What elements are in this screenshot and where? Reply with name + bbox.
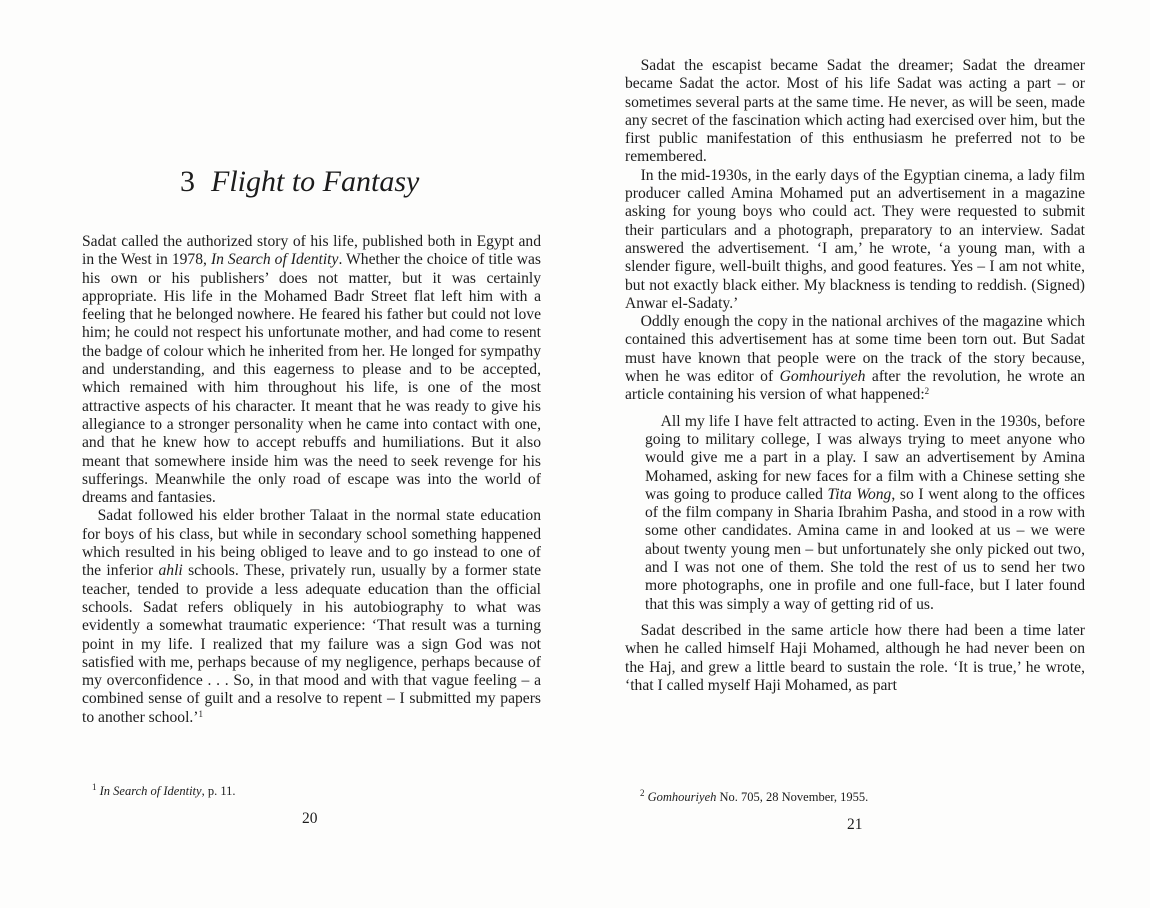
chapter-number: 3 bbox=[180, 165, 195, 198]
footnote-marker-1[interactable]: 1 bbox=[198, 708, 203, 719]
right-paragraph-2: In the mid-1930s, in the early days of the Egyptian cinema, a lady film producer called Amina Mohamed put an advertisement in a magazine asking for young boys who could act. They were requested to submit their particulars and a photograph, preparatory to an interview. Sadat answered the advertisement. ‘I am,’ he wrote, ‘a young man, with a slender figure, well-built thighs, and good features. Yes – I am not white, but not exactly black either. My blackness is tending to reddish. (Signed) Anwar el-Sadaty.’ bbox=[625, 166, 1085, 312]
left-paragraph-1: Sadat called the authorized story of his life, published both in Egypt and in the West in 1978, In Search of Identity. Whether the choice of title was his own or his publishers’ does not matter, but it was certainly appropriate. His life in the Mohamed Badr Street flat left him with a feeling that he belonged nowhere. He feared his father but could not love him; he could not respect his unfortunate mother, and had come to resent the badge of colour which he inherited from her. He longed for sympathy and understanding, and this eagerness to please and to be accepted, which remained with him throughout his life, is one of the most attractive aspects of his character. It meant that he was ready to give his allegiance to a stronger personality when he came into contact with one, and that he knew how to accept rebuffs and humiliations. But it also meant that somewhere inside him was the need to seek revenge for his sufferings. Meanwhile the only road of escape was into the world of dreams and fantasies. bbox=[82, 233, 541, 507]
footnote-marker-2[interactable]: 2 bbox=[924, 386, 930, 397]
right-paragraph-4: Sadat described in the same article how there had been a time later when he called himself Haji Mohamed, although he had never been on the Haj, and grew a little beard to sustain the role. ‘It is true,’ he wrote, ‘that I called myself Haji Mohamed, as part bbox=[625, 621, 1085, 694]
block-quote: All my life I have felt attracted to acting. Even in the 1930s, before going to military college, I was always trying to meet anyone who would give me a part in a play. I saw an advertisement by Amina Mohamed, asking for new faces for a film with a Chinese setting she was going to produce called Tita Wong, so I went along to the offices of the film company in Sharia Ibrahim Pasha, and stood in a row with some other candidates. Amina came in and looked at us – we were about twenty young men – but unfortunately she only picked out two, and I was not one of them. She told the rest of us to send her two more photographs, one in profile and one full-face, but I later found that this was simply a way of getting rid of us. bbox=[645, 412, 1086, 613]
newspaper-name: Gomhouriyeh bbox=[779, 368, 866, 386]
right-paragraph-3: Oddly enough the copy in the national archives of the magazine which contained this advertisement has at some time been torn out. But Sadat must have known that people were on the track of the story because, when he was editor of Gomhouriyeh after the revolution, he wrote an article containing his version of what happened:$^2$ bbox=[625, 313, 1085, 404]
left-body-text bbox=[82, 233, 541, 727]
page-number-right: 21 bbox=[847, 816, 863, 833]
left-paragraph-2: Sadat followed his elder brother Talaat in the normal state education for boys of his class, but while in secondary school something happened which resulted in his being obliged to leave and to go instead to one of the inferior ahli schools. These, privately run, usually by a former state teacher, tended to provide a less adequate education than the official schools. Sadat refers obliquely in his autobiography to what was evidently a somewhat traumatic experience: ‘That result was a turning point in my life. I realized that my failure was a sign God was not satisfied with me, perhaps because of my negligence, perhaps because of my overconfidence . . . So, in that mood and with that vague feeling – a combined sense of guilt and a resolve to repent – I submitted my papers to another school.’$^1$ bbox=[82, 507, 541, 726]
right-paragraph-1: Sadat the escapist became Sadat the dreamer; Sadat the dreamer became Sadat the actor. Most of his life Sadat was acting a part – or sometimes several parts at the same time. He never, as will be seen, made any secret of the fascination which acting had exercised over him, but the first public manifestation of this enthusiasm he preferred not to be remembered. bbox=[625, 57, 1085, 166]
chapter-heading bbox=[180, 165, 419, 199]
footnote-2: $^2$ Gomhouriyeh No. 705, 28 November, 1955. bbox=[640, 788, 869, 804]
footnote-1: $^1$ In Search of Identity, p. 11. bbox=[92, 782, 236, 798]
right-body-text bbox=[625, 57, 1085, 695]
ahli-term: ahli bbox=[158, 562, 183, 580]
right-page bbox=[575, 0, 1150, 908]
film-title: Tita Wong bbox=[827, 485, 892, 503]
page-number-left: 20 bbox=[302, 810, 318, 827]
book-title: In Search of Identity bbox=[210, 251, 339, 269]
chapter-title: Flight to Fantasy bbox=[211, 165, 420, 198]
